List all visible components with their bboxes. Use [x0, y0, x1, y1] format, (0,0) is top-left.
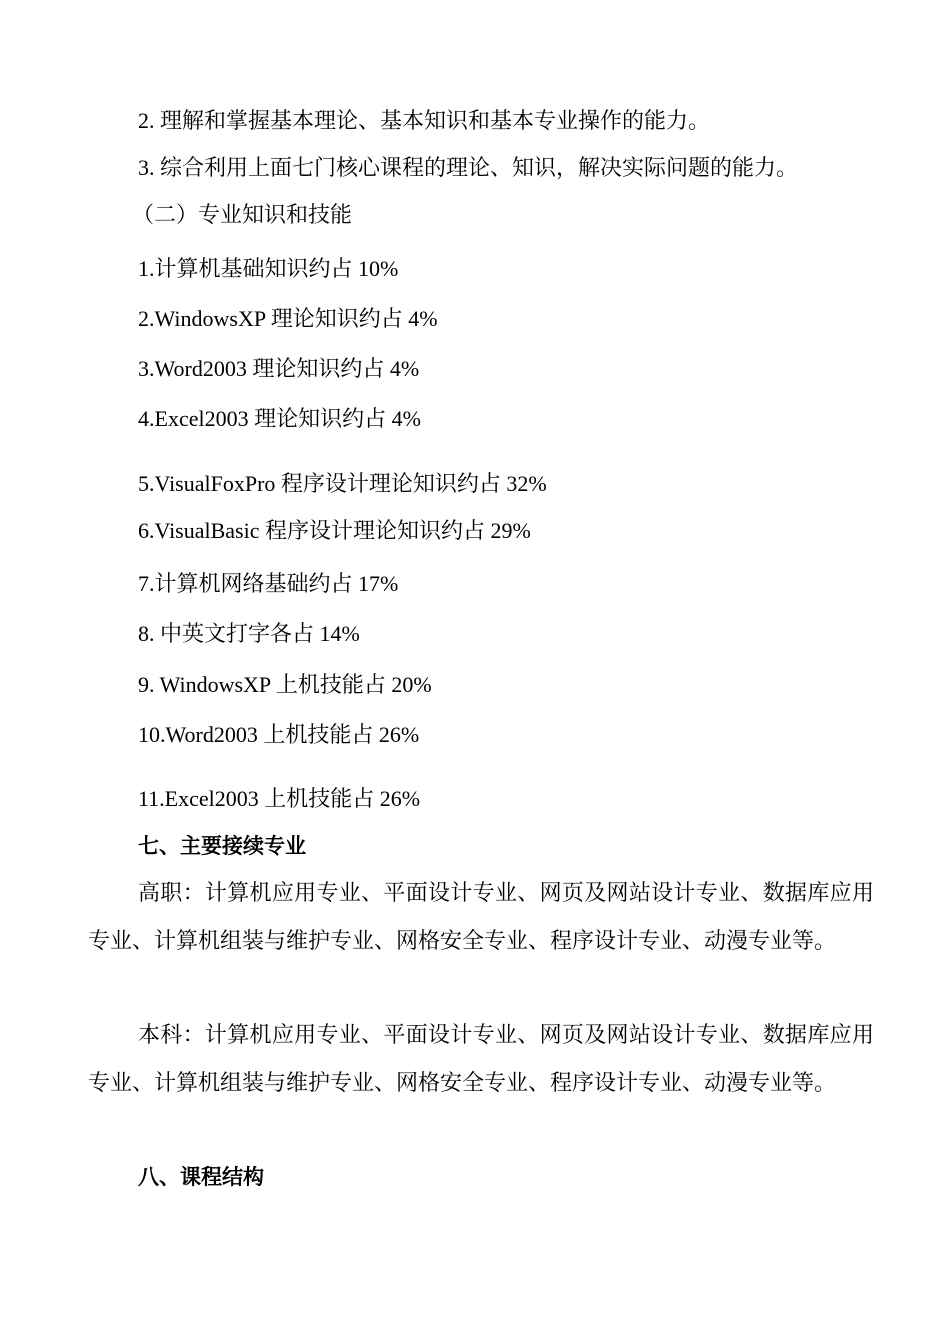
section-7-heading: 七、主要接续专业: [138, 834, 306, 858]
knowledge-item-9: 9. WindowsXP 上机技能占 20%: [138, 672, 432, 697]
ability-item-3: 3. 综合利用上面七门核心课程的理论、知识，解决实际问题的能力。: [138, 155, 799, 180]
knowledge-item-4: 4.Excel2003 理论知识约占 4%: [138, 406, 421, 431]
vocational-paragraph: 高职：计算机应用专业、平面设计专业、网页及网站设计专业、数据库应用专业、计算机组装与维护专业、网格安全专业、程序设计专业、动漫专业等。: [88, 880, 874, 953]
knowledge-section-heading: （二）专业知识和技能: [132, 202, 353, 227]
knowledge-item-3: 3.Word2003 理论知识约占 4%: [138, 356, 420, 381]
knowledge-item-7: 7.计算机网络基础约占 17%: [138, 571, 399, 596]
undergraduate-paragraph: 本科：计算机应用专业、平面设计专业、网页及网站设计专业、数据库应用专业、计算机组装与维护专业、网格安全专业、程序设计专业、动漫专业等。: [88, 1022, 874, 1095]
knowledge-item-11: 11.Excel2003 上机技能占 26%: [138, 786, 421, 811]
knowledge-item-1: 1.计算机基础知识约占 10%: [138, 256, 399, 281]
knowledge-item-2: 2.WindowsXP 理论知识约占 4%: [138, 306, 438, 331]
knowledge-item-8: 8. 中英文打字各占 14%: [138, 621, 360, 646]
ability-item-2: 2. 理解和掌握基本理论、基本知识和基本专业操作的能力。: [138, 108, 711, 133]
knowledge-item-10: 10.Word2003 上机技能占 26%: [138, 722, 420, 747]
section-8-heading: 八、课程结构: [138, 1165, 264, 1189]
knowledge-item-5: 5.VisualFoxPro 程序设计理论知识约占 32%: [138, 471, 547, 496]
knowledge-item-6: 6.VisualBasic 程序设计理论知识约占 29%: [138, 518, 531, 543]
